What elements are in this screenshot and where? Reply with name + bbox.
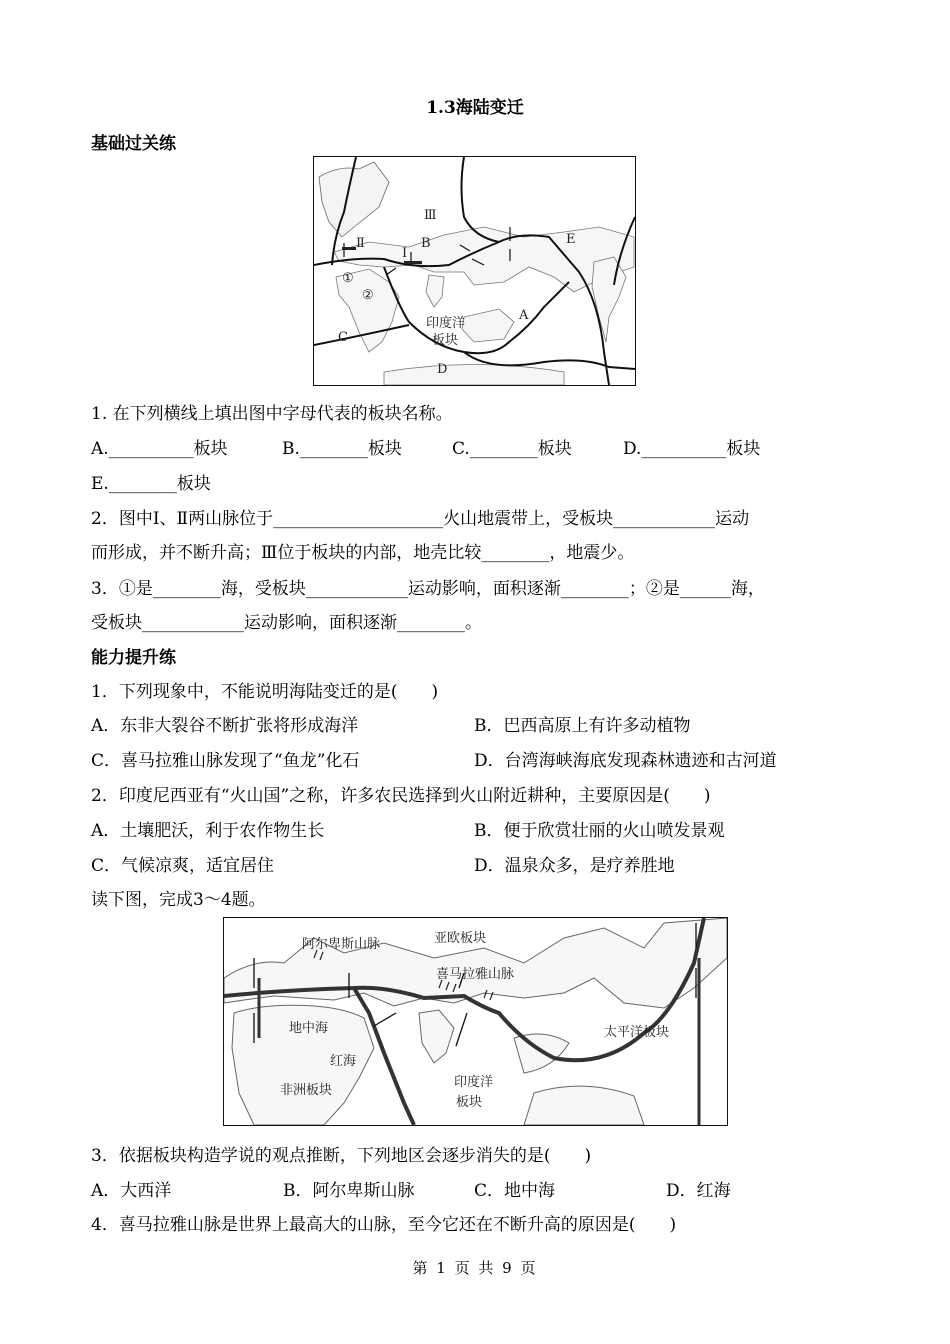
india-landmass (419, 1010, 454, 1063)
basic-q1: 1. 在下列横线上填出图中字母代表的板块名称。 (91, 404, 453, 424)
label-africa: 非洲板块 (280, 1083, 333, 1098)
read-prompt: 读下图，完成3～4题。 (91, 890, 266, 910)
label-plate-a: A (519, 308, 529, 323)
page-title: 1.3海陆变迁 (426, 98, 524, 118)
blank-d: D.__________板块 (623, 439, 761, 459)
label-med: 地中海 (289, 1021, 329, 1036)
label-roman1: Ⅰ (402, 246, 408, 261)
label-indian-line2: 板块 (432, 333, 459, 348)
antarctica-outline (384, 365, 564, 386)
adv-q4-stem: 4．喜马拉雅山脉是世界上最高大的山脉，至今它还在不断升高的原因是( ) (91, 1215, 677, 1235)
adv-q1-stem: 1．下列现象中，不能说明海陆变迁的是( ) (91, 682, 439, 702)
indonesia-islands (514, 1034, 569, 1073)
regional-plate-map (224, 918, 727, 1125)
regional-plate-figure (223, 917, 728, 1126)
label-indian-line1: 印度洋 (426, 316, 466, 331)
adv-q1-option-b: B．巴西高原上有许多动植物 (474, 716, 691, 736)
basic-q2-line2: 而形成，并不断升高；Ⅲ位于板块的内部，地壳比较________，地震少。 (91, 543, 635, 563)
basic-q3-line1: 3．①是________海，受板块____________运动影响，面积逐渐________；②是______海， (91, 579, 765, 599)
australia-landmass (524, 1086, 644, 1125)
blank-e: E.________板块 (91, 474, 211, 494)
label-alps: 阿尔卑斯山脉 (302, 937, 381, 952)
adv-q2-stem: 2．印度尼西亚有“火山国”之称，许多农民选择到火山附近耕种，主要原因是( ) (91, 786, 711, 806)
label-plate-d: D (437, 362, 448, 377)
adv-q1-option-c: C．喜马拉雅山脉发现了“鱼龙”化石 (91, 751, 360, 771)
greenland-outline (319, 162, 389, 237)
adv-q3-option-a: A．大西洋 (91, 1181, 172, 1201)
page-footer: 第 1 页 共 9 页 (412, 1259, 538, 1277)
world-plate-map (314, 157, 635, 385)
blank-a: A.__________板块 (91, 439, 228, 459)
label-indian-line1: 印度洋 (454, 1075, 494, 1090)
adv-q3-option-d: D．红海 (666, 1181, 731, 1201)
label-sea-1: ① (342, 271, 354, 286)
label-roman2: Ⅱ (356, 236, 365, 251)
section-advanced: 能力提升练 (91, 648, 176, 668)
adv-q2-option-d: D．温泉众多，是疗养胜地 (474, 856, 675, 876)
plate-map-figure (313, 156, 636, 386)
adv-q3-option-c: C．地中海 (474, 1181, 556, 1201)
india-outline (426, 275, 444, 307)
label-plate-e: E (566, 232, 576, 247)
label-sea-2: ② (362, 288, 374, 303)
adv-q2-option-a: A．土壤肥沃，利于农作物生长 (91, 821, 325, 841)
label-indian-line2: 板块 (456, 1095, 483, 1110)
label-pacific: 太平洋板块 (604, 1025, 670, 1040)
label-roman3: Ⅲ (424, 208, 437, 223)
adv-q2-option-b: B．便于欣赏壮丽的火山喷发景观 (474, 821, 725, 841)
australia-outline (462, 309, 514, 342)
adv-q3-option-b: B．阿尔卑斯山脉 (283, 1181, 415, 1201)
blank-c: C.________板块 (452, 439, 572, 459)
adv-q3-stem: 3．依据板块构造学说的观点推断，下列地区会逐步消失的是( ) (91, 1146, 592, 1166)
blank-b: B.________板块 (282, 439, 402, 459)
label-himalaya: 喜马拉雅山脉 (436, 967, 515, 982)
label-plate-b: B (421, 236, 431, 251)
adv-q1-option-d: D．台湾海峡海底发现森林遗迹和古河道 (474, 751, 777, 771)
adv-q1-option-a: A．东非大裂谷不断扩张将形成海洋 (91, 716, 359, 736)
basic-q3-line2: 受板块____________运动影响，面积逐渐________。 (91, 613, 482, 633)
label-plate-c: C (338, 330, 348, 345)
section-basic: 基础过关练 (91, 134, 176, 154)
basic-q2-line1: 2．图中Ⅰ、Ⅱ两山脉位于____________________火山地震带上，受板块____________运动 (91, 509, 750, 529)
adv-q2-option-c: C．气候凉爽，适宜居住 (91, 856, 275, 876)
americas-outline (592, 257, 626, 342)
label-eurasia: 亚欧板块 (434, 931, 487, 946)
label-red-sea: 红海 (330, 1054, 357, 1069)
